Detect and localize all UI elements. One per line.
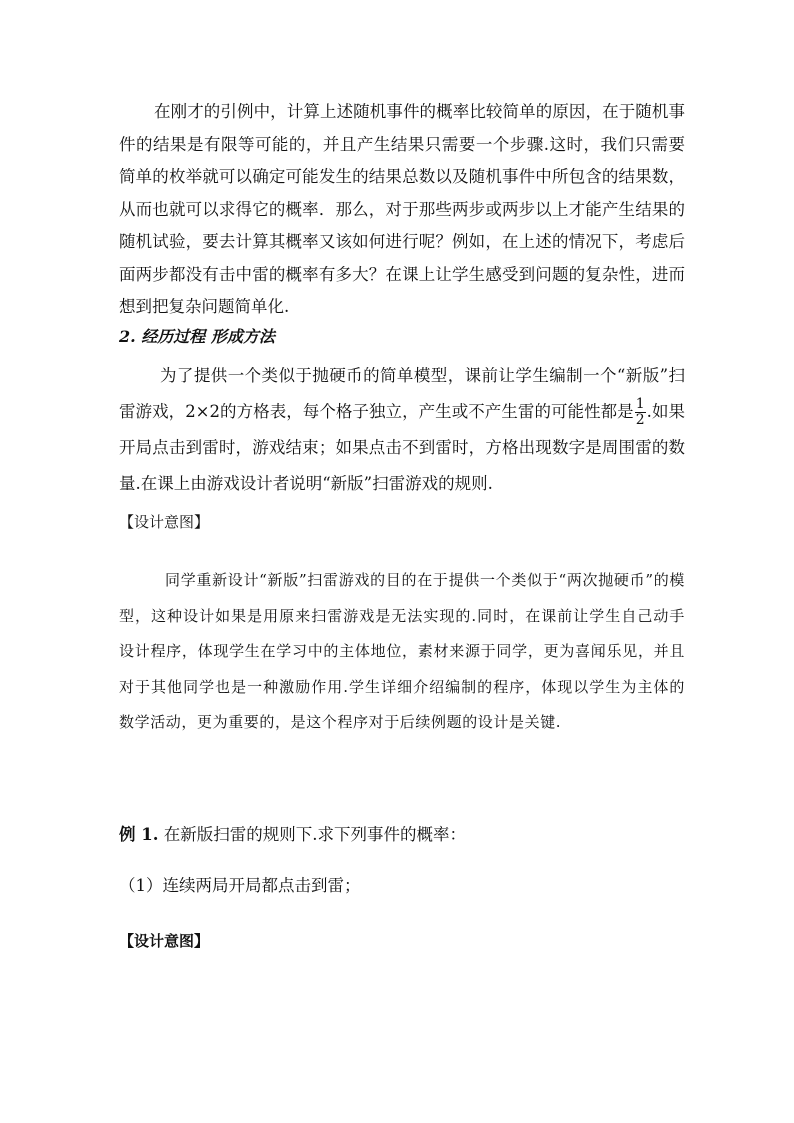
paragraph-game-rules: [119, 358, 685, 502]
example-label: 例 1.: [119, 825, 159, 844]
section-heading: 2. 经历过程 形成方法: [119, 327, 275, 346]
fraction-numerator: 1: [635, 396, 645, 412]
paragraph-game-rules-part2: .如果开局点击到雷时，游戏结束；如果点击不到雷时，方格出现数字是周围雷的数量.在课上由游戏设计者说明“新版”扫雷游戏的规则.: [119, 402, 685, 493]
fraction-one-half: [635, 397, 646, 428]
fraction-denominator: 2: [635, 412, 645, 428]
example-item-1: （1）连续两局开局都点击到雷；: [119, 876, 361, 895]
paragraph-intro: 在刚才的引例中，计算上述随机事件的概率比较简单的原因，在于随机事件的结果是有限等可能的，并且产生结果只需要一个步骤.这时，我们只需要简单的枚举就可以确定可能发生的结果总数以及随机事件中所包含的结果数，从而也就可以求得它的概率．那么，对于那些两步或两步以上才能产生结果的随机试验，要去计算其概率又该如何进行呢？例如，在上述的情况下，考虑后面两步都没有击中雷的概率有多大？在课上让学生感受到问题的复杂性，进而想到把复杂问题简单化.: [119, 102, 685, 316]
design-intent-label: 【设计意图】: [119, 513, 210, 531]
design-intent-label-2: 【设计意图】: [119, 932, 210, 950]
example-text: 在新版扫雷的规则下.求下列事件的概率：: [158, 825, 466, 844]
paragraph-game-rules-part1: 为了提供一个类似于抛硬币的简单模型，课前让学生编制一个“新版”扫雷游戏，2×2的方格表，每个格子独立，产生或不产生雷的可能性都是: [119, 366, 685, 421]
example-title: [119, 824, 685, 846]
paragraph-design-intent: 同学重新设计“新版”扫雷游戏的目的在于提供一个类似于“两次抛硬币”的模型，这种设计如果是用原来扫雷游戏是无法实现的.同时，在课前让学生自己动手设计程序，体现学生在学习中的主体地位，素材来源于同学，更为喜闻乐见，并且对于其他同学也是一种激励作用.学生详细介绍编制的程序，体现以学生为主体的数学活动，更为重要的，是这个程序对于后续例题的设计是关键.: [119, 571, 685, 731]
